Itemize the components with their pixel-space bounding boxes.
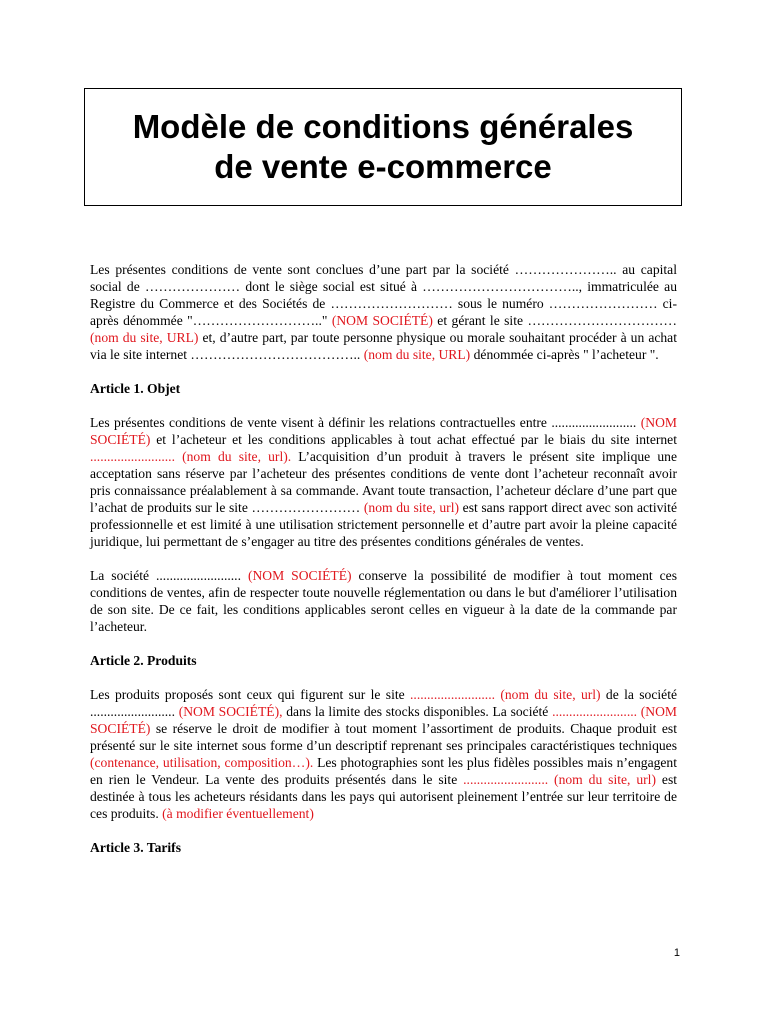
intro-text: et, d’autre part, par toute personne physique ou morale souhaitant procéder à un achat via le site internet ………………………………..: [90, 330, 677, 362]
intro-text: Les présentes conditions de vente sont conclues d’une part par la société ………………….. au capital social de ………………… dont le siège social est situé à …………………………….., immatriculée au Registre du Commerce et des Sociétés de ……………………… sous le numéro …………………… ci-après dénommée "………………………..": [90, 262, 677, 328]
document-title-line-1: Modèle de conditions générales: [132, 108, 634, 145]
intro-paragraph: [90, 261, 677, 363]
placeholder-site-url: (nom du site, URL): [363, 347, 471, 362]
article-1-heading: Article 1. Objet: [90, 381, 181, 396]
intro-text: dénommée ci-après " l’acheteur ".: [470, 347, 659, 362]
article-3-heading: Article 3. Tarifs: [90, 840, 181, 855]
paragraph-text: L’acquisition d’un produit à travers le présent site implique une acceptation sans réserve par l’acheteur des présentes conditions de vente dont l’acheteur reconnaît avoir pris connaissance préalablement à sa commande. Avant toute transaction, l’acheteur déclare d’une part que l’achat de produits sur le site ……………………: [90, 449, 677, 515]
placeholder-company-name: (NOM SOCIÉTÉ),: [178, 704, 283, 719]
placeholder-company-name: (NOM SOCIÉTÉ): [90, 415, 677, 447]
paragraph-text: se réserve le droit de modifier à tout moment l’assortiment de produits. Chaque produit est présenté sur le site internet sous forme d’un descriptif reprenant ses principales caractéristiques techniques: [90, 721, 677, 753]
placeholder-modify-note: (à modifier éventuellement): [162, 806, 314, 821]
placeholder-site-url: ......................... (nom du site, url): [463, 772, 656, 787]
paragraph-text: dans la limite des stocks disponibles. La société: [282, 704, 553, 719]
placeholder-company-name: ......................... (NOM SOCIÉTÉ): [90, 704, 678, 736]
placeholder-site-url: (nom du site, URL): [90, 330, 199, 345]
article-2-heading: Article 2. Produits: [90, 653, 197, 668]
paragraph-text: Les présentes conditions de vente visent à définir les relations contractuelles entre .........................: [90, 415, 641, 430]
placeholder-company-name: (NOM SOCIÉTÉ): [331, 313, 433, 328]
placeholder-site-url: ......................... (nom du site, url): [410, 687, 601, 702]
article-2-paragraph-1: [90, 686, 677, 822]
placeholder-company-name: (NOM SOCIÉTÉ): [247, 568, 352, 583]
paragraph-text: Les produits proposés sont ceux qui figurent sur le site: [90, 687, 411, 702]
paragraph-text: est sans rapport direct avec son activité professionnelle et est limité à une utilisation strictement personnelle et d’autre part avoir la pleine capacité juridique, lui permettant de s’engager au titre des présentes conditions générales de ventes.: [90, 500, 677, 549]
placeholder-site-url: ......................... (nom du site, url).: [90, 449, 292, 464]
paragraph-text: est destinée à tous les acheteurs résidants dans les pays qui autorisent pleinement l’entrée sur leur territoire de ces produits.: [90, 772, 678, 821]
page-number: 1: [673, 947, 680, 959]
title-box: [84, 88, 682, 206]
article-1-paragraph-2: [90, 567, 677, 635]
paragraph-text: et l’acheteur et les conditions applicables à tout achat effectué par le biais du site internet: [150, 432, 677, 447]
paragraph-text: de la société .........................: [90, 687, 678, 719]
paragraph-text: La société .........................: [90, 568, 248, 583]
paragraph-text: conserve la possibilité de modifier à tout moment ces conditions de ventes, afin de respecter toute nouvelle réglementation ou dans le but d'améliorer l’utilisation de son site. De ce fait, les conditions applicables seront celles en vigueur à la date de la commande par l’acheteur.: [90, 568, 677, 634]
document-title-line-2: de vente e-commerce: [214, 148, 552, 185]
article-1-paragraph-1: [90, 414, 677, 550]
document-body: [90, 261, 677, 873]
intro-text: et gérant le site ……………………………: [432, 313, 677, 328]
paragraph-text: Les photographies sont les plus fidèles possibles mais n’engagent en rien le Vendeur. La vente des produits présentés dans le site: [90, 755, 678, 787]
placeholder-product-details: (contenance, utilisation, composition…).: [90, 755, 314, 770]
placeholder-site-url: (nom du site, url): [363, 500, 460, 515]
